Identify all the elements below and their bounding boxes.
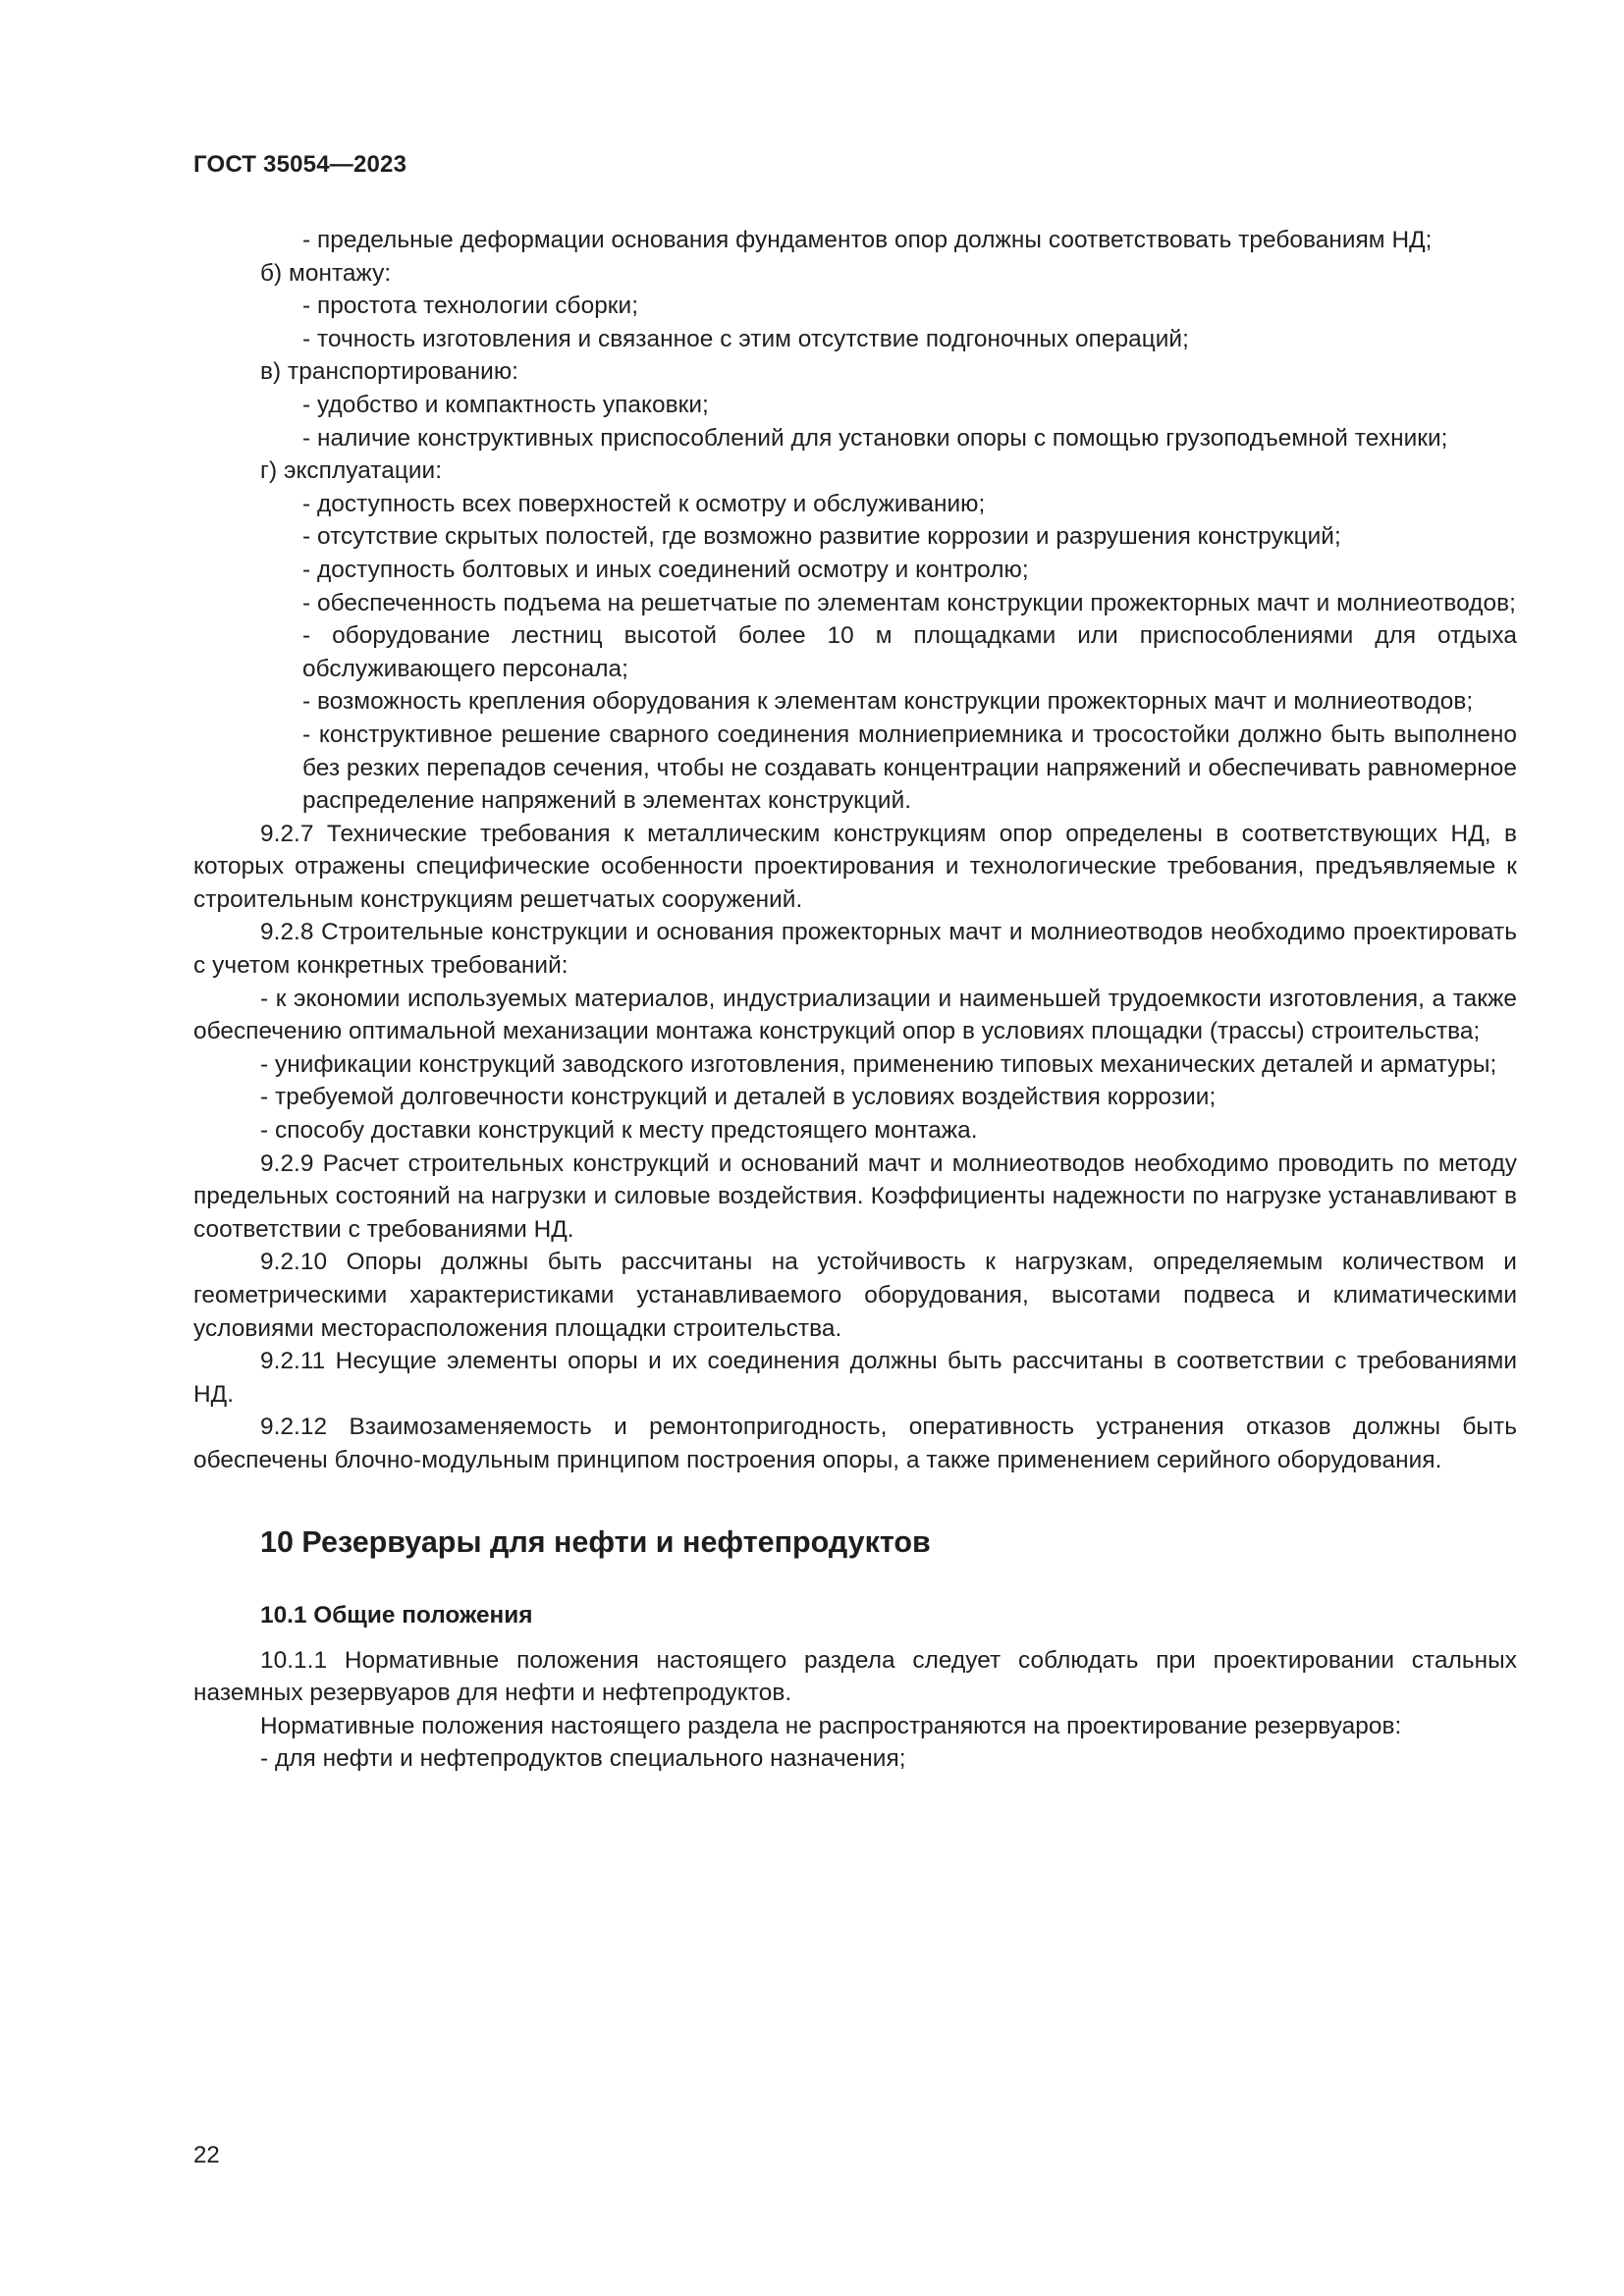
section-heading: 10 Резервуары для нефти и нефтепродуктов — [260, 1524, 931, 1559]
page-number: 22 — [193, 2142, 220, 2168]
paragraph: - простота технологии сборки; — [302, 293, 639, 320]
paragraph: б) монтажу: — [260, 259, 392, 287]
paragraph: - наличие конструктивных приспособлений для установки опоры с помощью грузоподъемной техники; — [302, 424, 1448, 452]
paragraph: 10.1.1 Нормативные положения настоящего раздела следует соблюдать при проектировании стальных наземных резервуаров для нефти и нефтепродуктов. — [193, 1646, 1517, 1707]
paragraph: 9.2.12 Взаимозаменяемость и ремонтопригодность, оперативность устранения отказов должны быть обеспечены блочно-модульным принципом построения опоры, а также применением серийного оборудования. — [193, 1414, 1517, 1473]
body-text — [193, 224, 1517, 1776]
paragraph-list — [193, 224, 1517, 1477]
paragraph: в) транспортированию: — [260, 358, 519, 386]
paragraph: - конструктивное решение сварного соединения молниеприемника и тросостойки должно быть выполнено без резких перепадов сечения, чтобы не создавать концентрации напряжений и обеспечивать равномерное распределение напряжений в элементах конструкций. — [302, 721, 1517, 815]
subsection-heading: 10.1 Общие положения — [260, 1601, 533, 1629]
section-paragraph-list — [193, 1644, 1517, 1776]
paragraph: - обеспеченность подъема на решетчатые по элементам конструкции прожекторных мачт и молниеотводов; — [302, 589, 1516, 616]
paragraph: 9.2.7 Технические требования к металлическим конструкциям опор определены в соответствующих НД, в которых отражены специфические особенности проектирования и технологические требования, предъявляемые к строительным конструкциям решетчатых сооружений. — [193, 820, 1517, 913]
paragraph: - унификации конструкций заводского изготовления, применению типовых механических деталей и арматуры; — [260, 1050, 1497, 1078]
paragraph: 9.2.10 Опоры должны быть рассчитаны на устойчивость к нагрузкам, определяемым количеством и геометрическими характеристиками устанавливаемого оборудования, высотами подвеса и климатическими условиями месторасположения площадки строительства. — [193, 1249, 1517, 1342]
document-code: ГОСТ 35054—2023 — [193, 151, 407, 178]
paragraph: - возможность крепления оборудования к элементам конструкции прожекторных мачт и молниеотводов; — [302, 688, 1474, 716]
paragraph: 9.2.11 Несущие элементы опоры и их соединения должны быть рассчитаны в соответствии с требованиями НД. — [193, 1348, 1517, 1408]
paragraph: - предельные деформации основания фундаментов опор должны соответствовать требованиям НД; — [302, 227, 1433, 253]
paragraph: 9.2.8 Строительные конструкции и основания прожекторных мачт и молниеотводов необходимо проектировать с учетом конкретных требований: — [193, 919, 1517, 980]
paragraph: - для нефти и нефтепродуктов специального назначения; — [260, 1745, 906, 1773]
paragraph: - оборудование лестниц высотой более 10 м площадками или приспособлениями для отдыха обслуживающего персонала; — [302, 622, 1517, 682]
paragraph: 9.2.9 Расчет строительных конструкций и оснований мачт и молниеотводов необходимо проводить по методу предельных состояний на нагрузки и силовые воздействия. Коэффициенты надежности по нагрузке устанавливают в соответствии с требованиями НД. — [193, 1149, 1517, 1243]
paragraph: - требуемой долговечности конструкций и деталей в условиях воздействия коррозии; — [260, 1084, 1217, 1111]
paragraph: - к экономии используемых материалов, индустриализации и наименьшей трудоемкости изготовления, а также обеспечению оптимальной механизации монтажа конструкций опор в условиях площадки (трассы) строительства; — [193, 985, 1517, 1045]
paragraph: г) эксплуатации: — [260, 457, 443, 485]
paragraph: - точность изготовления и связанное с этим отсутствие подгоночных операций; — [302, 325, 1189, 352]
paragraph: - доступность болтовых и иных соединений осмотру и контролю; — [302, 556, 1029, 583]
paragraph: - отсутствие скрытых полостей, где возможно развитие коррозии и разрушения конструкций; — [302, 523, 1341, 551]
paragraph: - удобство и компактность упаковки; — [302, 391, 709, 418]
paragraph: - доступность всех поверхностей к осмотру и обслуживанию; — [302, 490, 986, 517]
paragraph: Нормативные положения настоящего раздела не распространяются на проектирование резервуаров: — [260, 1712, 1402, 1739]
paragraph: - способу доставки конструкций к месту предстоящего монтажа. — [260, 1117, 978, 1145]
